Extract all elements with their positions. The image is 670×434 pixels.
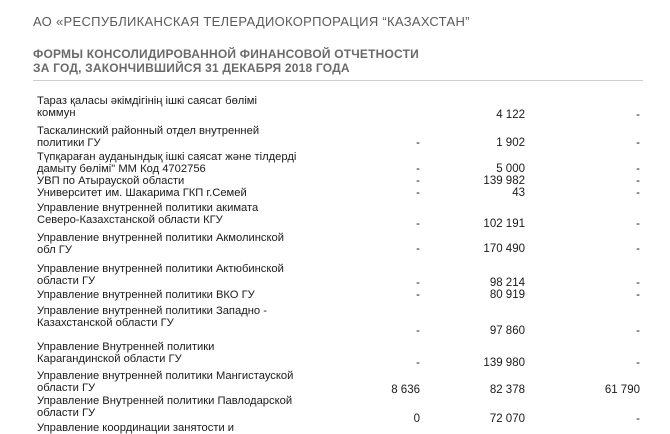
value-col-3: - xyxy=(636,289,640,301)
counterparty-table xyxy=(0,95,670,434)
value-col-3: - xyxy=(636,109,640,121)
row-label: Управление координации занятости и xyxy=(37,422,235,434)
value-col-2: 4 122 xyxy=(496,109,525,121)
row-label: УВП по Атырауской области xyxy=(37,175,185,187)
value-col-2: 139 980 xyxy=(483,357,525,369)
subtitle-line-2: ЗА ГОД, ЗАКОНЧИВШИЙСЯ 31 ДЕКАБРЯ 2018 ГОДА xyxy=(33,61,350,75)
value-col-2: 170 490 xyxy=(483,243,525,255)
row-label: Управление внутренней политики Мангистауской области ГУ xyxy=(37,370,294,394)
value-col-3: - xyxy=(636,243,640,255)
row-label: Управление Внутренней политики Карагандинской области ГУ xyxy=(37,341,215,365)
report-subtitle xyxy=(33,47,419,75)
value-col-2: 102 191 xyxy=(483,218,525,230)
table-row xyxy=(0,95,670,119)
table-row xyxy=(0,257,670,289)
row-label: Тараз қаласы әкімдігінің ішкі саясат бөлімі коммун xyxy=(37,95,257,119)
value-col-3: - xyxy=(636,325,640,337)
value-col-3: - xyxy=(636,137,640,149)
value-col-2: 5 000 xyxy=(496,163,525,175)
company-name: АО «РЕСПУБЛИКАНСКАЯ ТЕЛЕРАДИОКОРПОРАЦИЯ “КАЗАХСТАН” xyxy=(33,14,470,29)
table-row-partial xyxy=(0,422,670,434)
table-row xyxy=(0,302,670,335)
row-label: Университет им. Шакарима ГКП г.Семей xyxy=(37,187,247,199)
value-col-1: - xyxy=(416,357,420,369)
value-col-3: - xyxy=(636,218,640,230)
value-col-2: 43 xyxy=(512,187,525,199)
value-col-2: 82 378 xyxy=(489,384,525,396)
value-col-1: - xyxy=(416,137,420,149)
table-row xyxy=(0,368,670,395)
value-col-2: 1 902 xyxy=(496,137,525,149)
value-col-3: - xyxy=(636,277,640,289)
value-col-1: - xyxy=(416,163,420,175)
value-col-2: 97 860 xyxy=(489,325,525,337)
value-col-1: - xyxy=(416,218,420,230)
value-col-3: - xyxy=(636,175,640,187)
value-col-1: - xyxy=(416,175,420,187)
table-row xyxy=(0,175,670,187)
header-divider xyxy=(33,80,643,81)
value-col-2: 98 214 xyxy=(489,277,525,289)
value-col-1: - xyxy=(416,243,420,255)
value-col-1: 8 636 xyxy=(391,384,420,396)
value-col-2: 72 070 xyxy=(489,413,525,425)
subtitle-line-1: ФОРМЫ КОНСОЛИДИРОВАННОЙ ФИНАНСОВОЙ ОТЧЕТНОСТИ xyxy=(33,47,419,61)
row-label: Управление внутренней политики ВКО ГУ xyxy=(37,289,255,301)
value-col-2: 139 982 xyxy=(483,175,525,187)
table-row xyxy=(0,335,670,368)
value-col-1: - xyxy=(416,187,420,199)
row-label: Управление внутренней политики Западно - Казахстанской области ГУ xyxy=(37,305,267,329)
value-col-3: - xyxy=(636,357,640,369)
row-label: Управление Внутренней политики Павлодарской области ГУ xyxy=(37,395,293,419)
value-col-2: 80 919 xyxy=(489,289,525,301)
value-col-1: - xyxy=(416,325,420,337)
value-col-3: - xyxy=(636,187,640,199)
value-col-3: - xyxy=(636,413,640,425)
table-row xyxy=(0,395,670,423)
table-row xyxy=(0,187,670,200)
row-label: Управление внутренней политики акимата Северо-Казахстанской области КГУ xyxy=(37,202,259,226)
row-label: Түпқараған ауданындық ішкі саясат және тілдерді дамыту бөлімі" ММ Код 4702756 xyxy=(37,151,297,175)
value-col-3: - xyxy=(636,163,640,175)
table-row xyxy=(0,119,670,151)
value-col-1: 0 xyxy=(413,413,420,425)
row-label: Таскалинский районный отдел внутренней политики ГУ xyxy=(37,125,260,149)
row-label: Управление внутренней политики Акмолинской обл ГУ xyxy=(37,232,285,256)
table-row xyxy=(0,200,670,230)
row-label: Управление внутренней политики Актюбинской области ГУ xyxy=(37,263,284,287)
table-row xyxy=(0,226,670,257)
value-col-1: - xyxy=(416,289,420,301)
value-col-1: - xyxy=(416,277,420,289)
table-row xyxy=(0,151,670,175)
value-col-3: 61 790 xyxy=(604,384,640,396)
table-row xyxy=(0,289,670,302)
